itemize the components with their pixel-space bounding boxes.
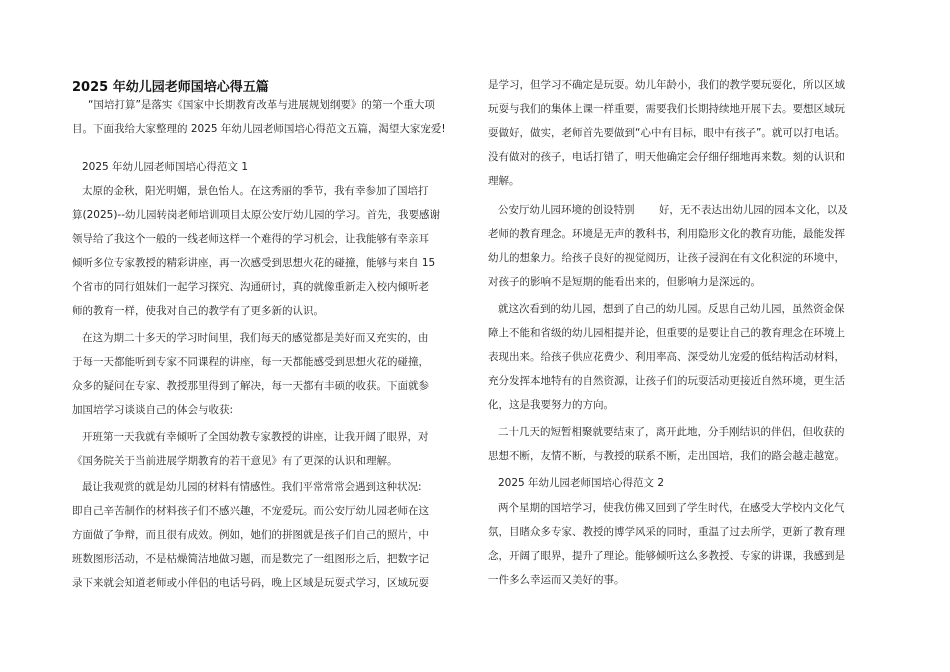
paragraph-line: 公安厅幼儿园环境的创设特别 好，无不表达出幼儿园的园本文化，以及 bbox=[498, 204, 848, 216]
paragraph-line: 两个星期的国培学习，使我仿佛又回到了学生时代，在感受大学校内文化气 bbox=[498, 502, 845, 514]
paragraph-line: 氛，目睹众多专家、教授的博学风采的同时，重温了过去所学，更新了教育理 bbox=[488, 526, 845, 538]
section-heading-1: 2025 年幼儿园老师国培心得范文 1 bbox=[82, 161, 249, 173]
paragraph-line: 二十几天的短暂相聚就要结束了，离开此地，分手刚结识的伴侣，但收获的 bbox=[498, 426, 845, 438]
paragraph-line: 个省市的同行姐妹们一起学习探究、沟通研讨，真的就像重新走入校内倾听老 bbox=[72, 281, 429, 293]
paragraph-line: 开班第一天我就有幸倾听了全国幼教专家教授的讲座，让我开阔了眼界，对 bbox=[82, 431, 429, 443]
paragraph-line: 领导给了我这个一般的一线老师这样一个难得的学习机会，让我能够有幸亲耳 bbox=[72, 233, 429, 245]
paragraph-line: 班数图形活动，不是枯燥简洁地做习题，而是数完了一组图形之后，把数字记 bbox=[72, 553, 429, 565]
paragraph-line: 玩耍与我们的集体上课一样重要，需要我们长期持续地开展下去。要想区域玩 bbox=[488, 103, 845, 115]
paragraph-line: 耍做好，做实，老师首先要做到“心中有目标，眼中有孩子”。就可以打电话。 bbox=[488, 127, 846, 139]
document-title: 2025 年幼儿园老师国培心得五篇 bbox=[72, 80, 269, 95]
paragraph-line: 表现出来。给孩子供应花费少、利用率高、深受幼儿宠爱的低结构活动材料， bbox=[488, 351, 845, 363]
paragraph-line: 目。下面我给大家整理的 2025 年幼儿园老师国培心得范文五篇，渴望大家宠爱! bbox=[72, 123, 446, 135]
paragraph-line: 老师的教育理念。环境是无声的教科书，利用隐形文化的教育功能，最能发挥 bbox=[488, 228, 845, 240]
paragraph-line: 一件多么幸运而又美好的事。 bbox=[488, 574, 625, 586]
paragraph-line: 没有做对的孩子，电话打错了，明天他确定会仔细仔细地再来数。刻的认识和 bbox=[488, 151, 845, 163]
paragraph-line: 太原的金秋，阳光明媚，景色怡人。在这秀丽的季节，我有幸参加了国培打 bbox=[82, 185, 429, 197]
paragraph-line: 师的教育一样，使我对自己的教学有了更多新的认识。 bbox=[72, 305, 324, 317]
paragraph-line: 念，开阔了眼界，提升了理论。能够倾听这么多教授、专家的讲课，我感到是 bbox=[488, 550, 845, 562]
paragraph-line: 障上不能和省级的幼儿园相提并论，但重要的是要让自己的教育理念在环境上 bbox=[488, 327, 845, 339]
paragraph-line: 就这次看到的幼儿园，想到了自己的幼儿园。反思自己幼儿园，虽然资金保 bbox=[498, 303, 845, 315]
paragraph-line: 算(2025)--幼儿园转岗老师培训项目太原公安厅幼儿园的学习。首先，我要感谢 bbox=[72, 209, 440, 221]
paragraph-line: 在这为期二十多天的学习时间里，我们每天的感觉都是美好而又充实的，由 bbox=[82, 332, 429, 344]
section-heading-2: 2025 年幼儿园老师国培心得范文 2 bbox=[498, 477, 665, 489]
paragraph-line: 于每一天都能听到专家不同课程的讲座，每一天都能感受到思想火花的碰撞， bbox=[72, 356, 429, 368]
paragraph-line: 是学习，但学习不确定是玩耍。幼儿年龄小，我们的教学要玩耍化，所以区域 bbox=[488, 79, 845, 91]
paragraph-line: 充分发挥本地特有的自然资源，让孩子们的玩耍活动更接近自然环境，更生活 bbox=[488, 375, 845, 387]
paragraph-line: 即自己辛苦制作的材料孩子们不感兴趣，不宠爱玩。而公安厅幼儿园老师在这 bbox=[72, 505, 429, 517]
paragraph-line: 《国务院关于当前进展学期教育的若干意见》有了更深的认识和理解。 bbox=[72, 455, 398, 467]
paragraph-line: “国培打算”是落实《国家中长期教育改革与进展规划纲要》的第一个重大项 bbox=[88, 99, 435, 111]
paragraph-line: 加国培学习谈谈自己的体会与收获: bbox=[72, 404, 234, 416]
paragraph-line: 众多的疑问在专家、教授那里得到了解决，每一天都有丰硕的收获。下面就参 bbox=[72, 380, 429, 392]
paragraph-line: 对孩子的影响不是短期的能看出来的，但影响力是深远的。 bbox=[488, 276, 761, 288]
paragraph-line: 方面做了争辩，而且很有成效。例如，她们的拼图就是孩子们自己的照片，中 bbox=[72, 529, 429, 541]
paragraph-line: 思想不断，友情不断，与教授的联系不断，走出国培，我们的路会越走越宽。 bbox=[488, 450, 845, 462]
paragraph-line: 录下来就会知道老师或小伴侣的电话号码，晚上区域是玩耍式学习，区域玩耍 bbox=[72, 577, 429, 589]
paragraph-line: 化，这是我要努力的方向。 bbox=[488, 399, 614, 411]
paragraph-line: 幼儿的想象力。给孩子良好的视觉阅历，让孩子浸润在有文化积淀的环境中， bbox=[488, 252, 845, 264]
paragraph-line: 理解。 bbox=[488, 175, 520, 187]
paragraph-line: 最让我观赏的就是幼儿园的材料有情感性。我们平常常常会遇到这种状况: bbox=[82, 481, 422, 493]
paragraph-line: 倾听多位专家教授的精彩讲座，再一次感受到思想火花的碰撞，能够与来自 15 bbox=[72, 257, 436, 269]
